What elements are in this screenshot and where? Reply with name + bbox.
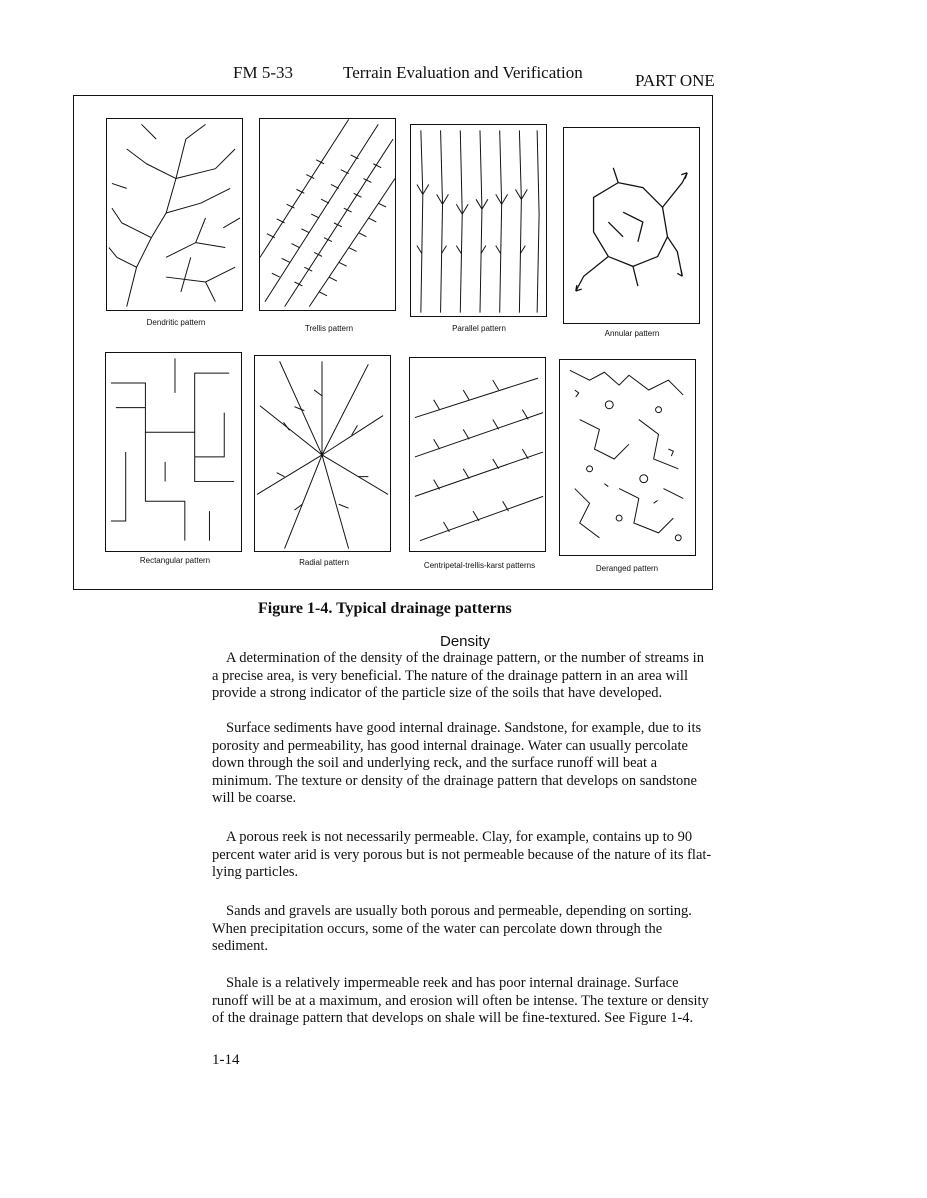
parallel-caption: Parallel pattern xyxy=(452,324,506,333)
rectangular-caption: Rectangular pattern xyxy=(139,556,211,565)
paragraph-3: A porous reek is not necessarily permeable. Clay, for example, contains up to 90 percent water arid is very porous but is not permeable because of the nature of its flat-lying particles. xyxy=(212,829,712,880)
doc-title: Terrain Evaluation and Verification xyxy=(343,63,583,82)
doc-id: FM 5-33 xyxy=(233,63,293,82)
paragraph-5: Shale is a relatively impermeable reek and has poor internal drainage. Surface runoff will be at a maximum, and erosion will often be intense. The texture or density of the drainage pattern that develops on shale will be fine-textured. See Figure 1-4. xyxy=(212,975,709,1026)
trellis-pattern-image xyxy=(259,118,396,311)
annular-caption: Annular pattern xyxy=(604,329,660,338)
figure-frame xyxy=(73,95,713,590)
paragraph-4: Sands and gravels are usually both porous and permeable, depending on sorting. When precipitation occurs, some of the water can percolate down through the sediment. xyxy=(212,903,692,954)
radial-pattern-image xyxy=(254,355,391,552)
trellis-caption: Trellis pattern xyxy=(304,324,354,333)
page-number: 1-14 xyxy=(212,1052,240,1068)
figure-caption: Figure 1-4. Typical drainage patterns xyxy=(258,600,512,617)
rectangular-pattern-image xyxy=(105,352,242,552)
paragraph-1: A determination of the density of the drainage pattern, or the number of streams in a precise area, is very beneficial. The nature of the drainage pattern in an area will provide a strong indicator of the particle size of the soils that have developed. xyxy=(212,650,704,701)
annular-pattern-image xyxy=(563,127,700,324)
centripetal-caption: Centripetal-trellis-karst patterns xyxy=(423,561,536,570)
dendritic-pattern-image xyxy=(106,118,243,311)
deranged-pattern-image xyxy=(559,359,696,556)
deranged-caption: Deranged pattern xyxy=(595,564,659,573)
dendritic-caption: Dendritic pattern xyxy=(146,318,206,327)
section-title: Density xyxy=(440,633,491,650)
radial-caption: Radial pattern xyxy=(299,558,349,567)
centripetal-trellis-karst-image xyxy=(409,357,546,552)
parallel-pattern-image xyxy=(410,124,547,317)
part-label: PART ONE xyxy=(635,71,715,90)
paragraph-2: Surface sediments have good internal drainage. Sandstone, for example, due to its porosity and permeability, has good internal drainage. Water can usually percolate down through the soil and underlying reck, and the surface runoff will beat a minimum. The texture or density of the drainage pattern that develops on sandstone will be coarse. xyxy=(212,720,702,806)
